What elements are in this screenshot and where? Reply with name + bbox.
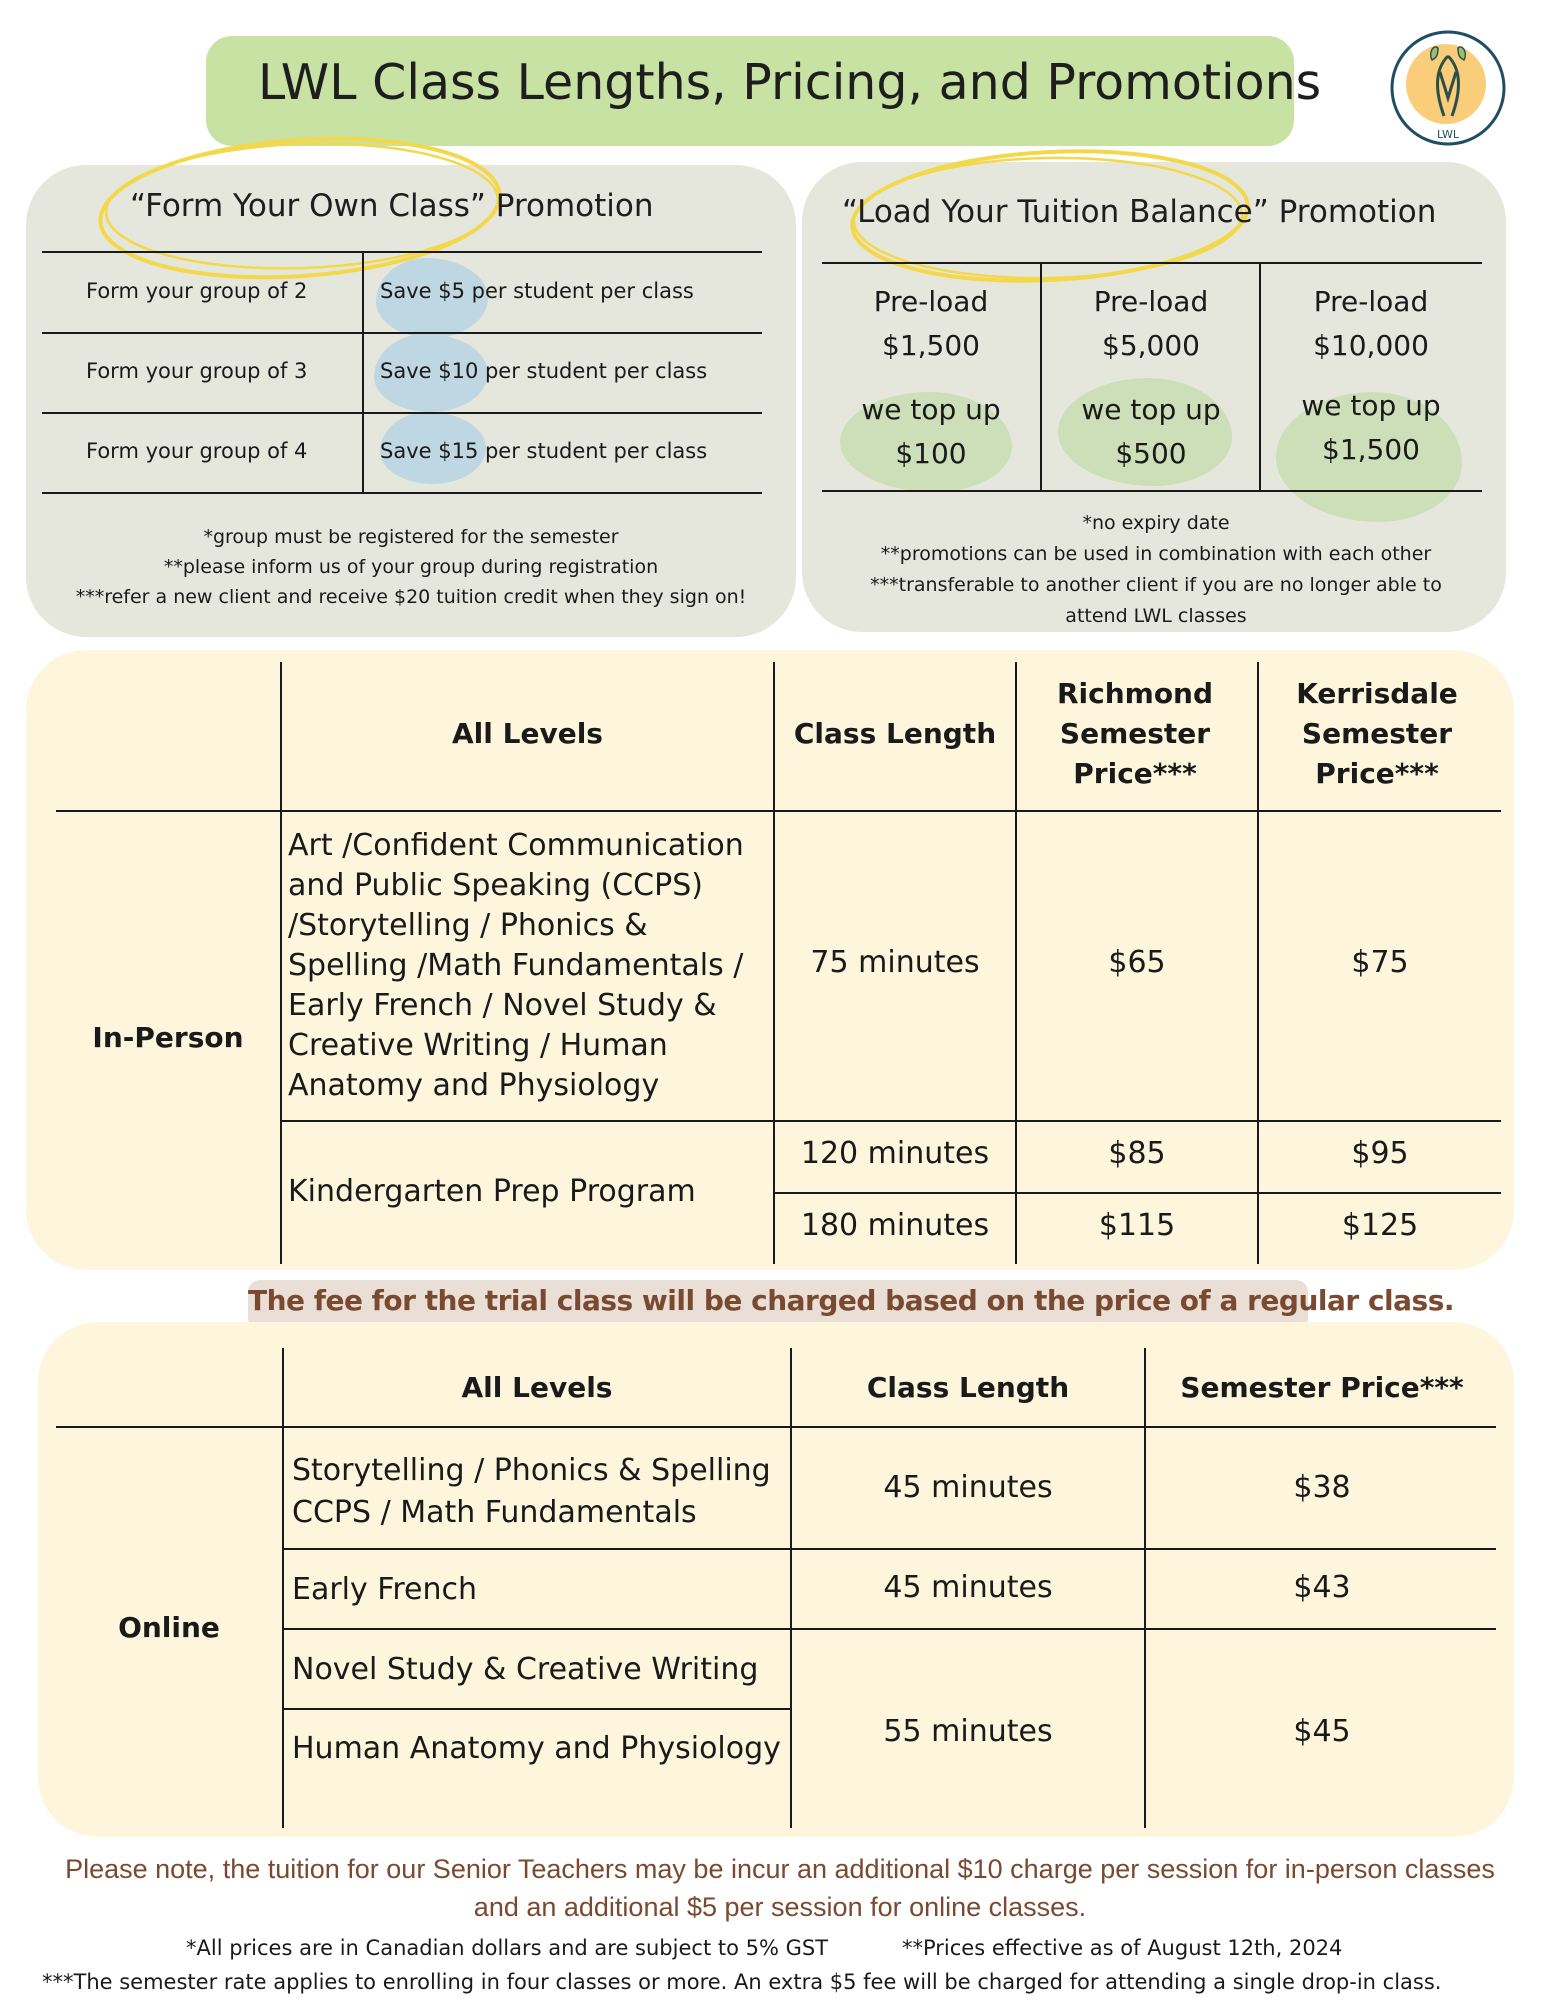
kprep-length-1: 120 minutes xyxy=(800,1136,990,1171)
topup-amount: $1,500 xyxy=(1322,433,1420,466)
gst-note: *All prices are in Canadian dollars and are subject to 5% GST xyxy=(186,1936,829,1960)
online-length: 45 minutes xyxy=(883,1470,1053,1505)
online-length: 55 minutes xyxy=(883,1714,1053,1749)
kprep-richmond-price-1: $85 xyxy=(1108,1136,1166,1171)
table-rule xyxy=(56,1426,1496,1428)
table-rule xyxy=(822,262,1482,264)
table-rule xyxy=(42,332,762,334)
section-label-online: Online xyxy=(118,1611,220,1644)
table-rule xyxy=(42,251,762,253)
form-group-saving: Save $15 per student per class xyxy=(380,439,708,463)
table-rule xyxy=(362,251,364,494)
kprep-length-2: 180 minutes xyxy=(800,1208,990,1243)
form-promo-note: *group must be registered for the semester xyxy=(203,526,619,548)
section-label-in-person: In-Person xyxy=(92,1021,244,1054)
topup-label: we top up xyxy=(861,393,1001,426)
table-rule xyxy=(42,412,762,414)
trial-notice: The fee for the trial class will be charged based on the price of a regular class. xyxy=(248,1284,1454,1317)
form-group-label: Form your group of 2 xyxy=(86,279,308,303)
load-promo-note: *no expiry date xyxy=(1082,512,1230,534)
online-classes: Human Anatomy and Physiology xyxy=(292,1731,781,1766)
preload-tier-1 xyxy=(822,280,1040,476)
table-rule xyxy=(773,1192,1501,1194)
table-rule xyxy=(282,1628,1496,1630)
topup-label: we top up xyxy=(1081,393,1221,426)
form-group-saving: Save $5 per student per class xyxy=(380,279,694,303)
form-group-saving: Save $10 per student per class xyxy=(380,359,708,383)
kindergarten-prep-class: Kindergarten Prep Program xyxy=(288,1174,696,1209)
col-header-levels: All Levels xyxy=(452,717,603,750)
table-rule xyxy=(282,1548,1496,1550)
online-classes: Early French xyxy=(292,1572,478,1607)
page-title: LWL Class Lengths, Pricing, and Promotions xyxy=(258,54,1322,111)
kprep-kerrisdale-price-1: $95 xyxy=(1351,1136,1409,1171)
online-classes: Storytelling / Phonics & Spelling CCPS / Math Fundamentals xyxy=(292,1453,771,1530)
table-rule xyxy=(282,1348,284,1828)
form-promo-note: **please inform us of your group during registration xyxy=(163,556,659,578)
preload-label: Pre-load xyxy=(1313,285,1429,318)
kprep-richmond-price-2: $115 xyxy=(1098,1208,1176,1243)
effective-date-note: **Prices effective as of August 12th, 2024 xyxy=(902,1936,1343,1960)
form-group-label: Form your group of 3 xyxy=(86,359,308,383)
preload-tier-3 xyxy=(1262,280,1480,472)
online-price: $43 xyxy=(1293,1570,1351,1605)
kprep-kerrisdale-price-2: $125 xyxy=(1341,1208,1419,1243)
table-rule xyxy=(56,810,1501,812)
col-header-kerrisdale: Kerrisdale Semester Price*** xyxy=(1296,677,1458,790)
preload-amount: $5,000 xyxy=(1102,329,1200,362)
load-promo-title: “Load Your Tuition Balance” Promotion xyxy=(842,194,1437,230)
in-person-kerrisdale-price: $75 xyxy=(1351,945,1409,980)
in-person-classes: Art /Confident Communication and Public Speaking (CCPS) /Storytelling / Phonics & Spelling /Math Fundamentals / Early French / Novel Study & Creative Writing / Human Anatomy and Physiology xyxy=(288,828,744,1103)
col-header-richmond: Richmond Semester Price*** xyxy=(1056,677,1214,790)
form-promo-note: ***refer a new client and receive $20 tuition credit when they sign on! xyxy=(75,586,747,608)
online-price: $38 xyxy=(1293,1470,1351,1505)
load-promo-note: attend LWL classes xyxy=(1065,605,1247,627)
load-promo-note: ***transferable to another client if you are no longer able to xyxy=(870,574,1442,596)
topup-amount: $100 xyxy=(895,437,967,470)
preload-label: Pre-load xyxy=(873,285,989,318)
table-rule xyxy=(282,1708,790,1710)
lwl-logo xyxy=(1388,28,1508,148)
online-classes: Novel Study & Creative Writing xyxy=(292,1652,759,1687)
semester-rate-note: ***The semester rate applies to enrolling in four classes or more. An extra $5 fee will be charged for attending a single drop-in class. xyxy=(42,1970,1442,1994)
in-person-richmond-price: $65 xyxy=(1108,945,1166,980)
online-col-header-price: Semester Price*** xyxy=(1180,1371,1464,1404)
online-price: $45 xyxy=(1293,1714,1351,1749)
online-col-header-length: Class Length xyxy=(866,1371,1070,1404)
preload-amount: $10,000 xyxy=(1313,329,1429,362)
senior-teacher-note: Please note, the tuition for our Senior Teachers may be incur an additional $10 charge per session for in-person classes and an additional $5 per session for online classes. xyxy=(65,1854,1495,1922)
topup-amount: $500 xyxy=(1115,437,1187,470)
preload-tier-2 xyxy=(1042,280,1260,476)
form-promo-title: “Form Your Own Class” Promotion xyxy=(130,188,654,224)
col-header-length: Class Length xyxy=(793,717,997,750)
table-rule xyxy=(822,490,1482,492)
topup-label: we top up xyxy=(1301,389,1441,422)
table-rule xyxy=(280,1120,1501,1122)
load-promo-note: **promotions can be used in combination with each other xyxy=(880,543,1432,565)
form-group-label: Form your group of 4 xyxy=(86,439,308,463)
in-person-length: 75 minutes xyxy=(810,945,980,980)
table-rule xyxy=(42,492,762,494)
preload-label: Pre-load xyxy=(1093,285,1209,318)
online-length: 45 minutes xyxy=(883,1570,1053,1605)
online-col-header-levels: All Levels xyxy=(461,1371,613,1404)
svg-text:LWL: LWL xyxy=(1436,128,1460,141)
preload-amount: $1,500 xyxy=(882,329,980,362)
